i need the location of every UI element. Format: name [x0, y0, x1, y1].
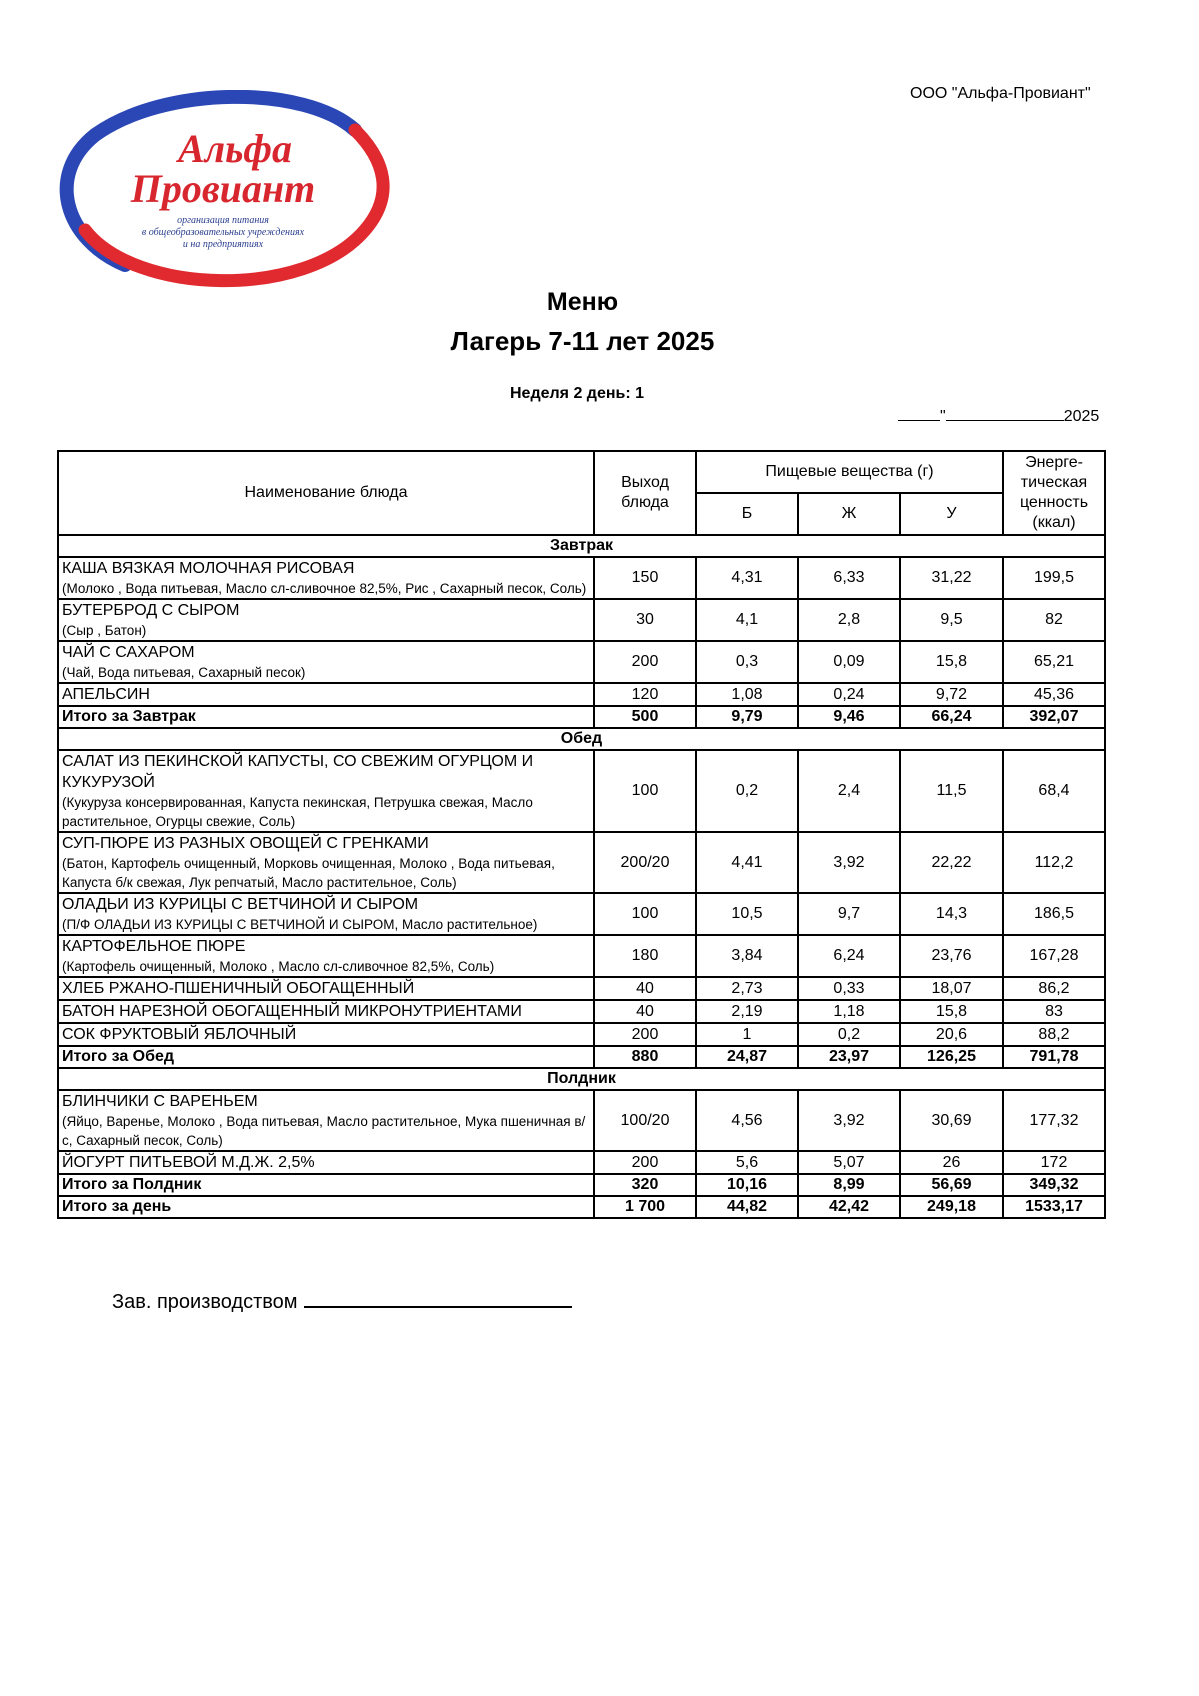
logo-emblem — [55, 90, 390, 290]
page-subtitle: Лагерь 7-11 лет 2025 — [450, 326, 715, 356]
dish-ingredients: (Батон, Картофель очищенный, Морковь очищенная, Молоко , Вода питьевая, Капуста б/к свежая, Лук репчатый, Масло растительное, Соль) — [62, 856, 555, 890]
fat-cell: 8,99 — [798, 1174, 900, 1196]
fat-cell: 23,97 — [798, 1046, 900, 1068]
dish-row — [58, 557, 1105, 599]
yield-cell: 200 — [594, 1023, 696, 1046]
yield-cell: 100 — [594, 893, 696, 935]
section-header-row — [58, 728, 1105, 750]
dish-row — [58, 750, 1105, 832]
dish-name: СУП-ПЮРЕ ИЗ РАЗНЫХ ОВОЩЕЙ С ГРЕНКАМИ — [62, 835, 429, 852]
dish-name: КАША ВЯЗКАЯ МОЛОЧНАЯ РИСОВАЯ — [62, 560, 355, 577]
dish-cell — [58, 750, 594, 832]
energy-cell: 1533,17 — [1003, 1196, 1105, 1218]
energy-cell: 177,32 — [1003, 1090, 1105, 1151]
fat-cell: 2,4 — [798, 750, 900, 832]
logo-tagline1: организация питания — [177, 215, 269, 226]
dish-name: СОК ФРУКТОВЫЙ ЯБЛОЧНЫЙ — [62, 1026, 297, 1043]
energy-cell: 112,2 — [1003, 832, 1105, 893]
header-fat: Ж — [798, 493, 900, 535]
fat-cell: 1,18 — [798, 1000, 900, 1023]
dish-row — [58, 893, 1105, 935]
section-title: Полдник — [58, 1068, 1105, 1090]
yield-cell: 30 — [594, 599, 696, 641]
header-nutrients: Пищевые вещества (г) — [696, 451, 1003, 493]
dish-ingredients: (Кукуруза консервированная, Капуста пекинская, Петрушка свежая, Масло растительное, Огурцы свежие, Соль) — [62, 795, 533, 829]
protein-cell: 9,79 — [696, 706, 798, 728]
date-year: 2025 — [1063, 408, 1100, 425]
dish-ingredients: (Картофель очищенный, Молоко , Масло сл-сливочное 82,5%, Соль) — [62, 959, 495, 974]
logo-tagline3: и на предприятиях — [182, 239, 264, 250]
protein-cell: 0,2 — [696, 750, 798, 832]
dish-name: ЧАЙ С САХАРОМ — [62, 644, 195, 661]
date-month-blank — [946, 406, 1064, 421]
signature-block — [112, 1288, 572, 1314]
section-total-row — [58, 1046, 1105, 1068]
dish-name: БАТОН НАРЕЗНОЙ ОБОГАЩЕННЫЙ МИКРОНУТРИЕНТАМИ — [62, 1003, 522, 1020]
fat-cell: 42,42 — [798, 1196, 900, 1218]
dish-row — [58, 641, 1105, 683]
dish-row — [58, 1090, 1105, 1151]
fat-cell: 0,09 — [798, 641, 900, 683]
signature-label: Зав. производством — [112, 1291, 298, 1313]
carbs-cell: 66,24 — [900, 706, 1003, 728]
company-name: ООО "Альфа-Провиант" — [910, 85, 1091, 102]
energy-cell: 186,5 — [1003, 893, 1105, 935]
dish-name: ЙОГУРТ ПИТЬЕВОЙ М.Д.Ж. 2,5% — [62, 1154, 315, 1171]
energy-cell: 65,21 — [1003, 641, 1105, 683]
energy-cell: 791,78 — [1003, 1046, 1105, 1068]
company-logo — [55, 90, 390, 290]
dish-name: АПЕЛЬСИН — [62, 686, 150, 703]
carbs-cell: 56,69 — [900, 1174, 1003, 1196]
fat-cell: 2,8 — [798, 599, 900, 641]
carbs-cell: 18,07 — [900, 977, 1003, 1000]
energy-cell: 199,5 — [1003, 557, 1105, 599]
protein-cell: 10,16 — [696, 1174, 798, 1196]
carbs-cell: 22,22 — [900, 832, 1003, 893]
header-dish-name: Наименование блюда — [58, 451, 594, 535]
dish-name: КАРТОФЕЛЬНОЕ ПЮРЕ — [62, 938, 246, 955]
dish-name: ОЛАДЬИ ИЗ КУРИЦЫ С ВЕТЧИНОЙ И СЫРОМ — [62, 896, 419, 913]
carbs-cell: 14,3 — [900, 893, 1003, 935]
carbs-cell: 15,8 — [900, 641, 1003, 683]
energy-cell: 45,36 — [1003, 683, 1105, 706]
dish-row — [58, 683, 1105, 706]
dish-name: БУТЕРБРОД С СЫРОМ — [62, 602, 240, 619]
menu-body — [58, 535, 1105, 1218]
section-total-row — [58, 1174, 1105, 1196]
energy-cell: 82 — [1003, 599, 1105, 641]
section-total-row — [58, 706, 1105, 728]
protein-cell: 0,3 — [696, 641, 798, 683]
fat-cell: 0,33 — [798, 977, 900, 1000]
yield-cell: 200 — [594, 641, 696, 683]
energy-cell: 392,07 — [1003, 706, 1105, 728]
carbs-cell: 126,25 — [900, 1046, 1003, 1068]
carbs-cell: 20,6 — [900, 1023, 1003, 1046]
page-title: Меню — [546, 288, 619, 316]
yield-cell: 180 — [594, 935, 696, 977]
dish-cell — [58, 1151, 594, 1174]
dish-cell — [58, 1000, 594, 1023]
week-day-label: Неделя 2 день: 1 — [510, 385, 645, 402]
yield-cell: 1 700 — [594, 1196, 696, 1218]
dish-row — [58, 1000, 1105, 1023]
dish-name: ХЛЕБ РЖАНО-ПШЕНИЧНЫЙ ОБОГАЩЕННЫЙ — [62, 980, 415, 997]
dish-cell — [58, 641, 594, 683]
yield-cell: 40 — [594, 1000, 696, 1023]
fat-cell: 6,33 — [798, 557, 900, 599]
carbs-cell: 23,76 — [900, 935, 1003, 977]
section-title: Завтрак — [58, 535, 1105, 557]
dish-cell — [58, 832, 594, 893]
protein-cell: 4,41 — [696, 832, 798, 893]
carbs-cell: 11,5 — [900, 750, 1003, 832]
dish-row — [58, 1151, 1105, 1174]
total-label: Итого за Полдник — [58, 1174, 594, 1196]
dish-ingredients: (Молоко , Вода питьевая, Масло сл-сливочное 82,5%, Рис , Сахарный песок, Соль) — [62, 581, 587, 596]
energy-cell: 86,2 — [1003, 977, 1105, 1000]
energy-cell: 172 — [1003, 1151, 1105, 1174]
yield-cell: 320 — [594, 1174, 696, 1196]
dish-cell — [58, 893, 594, 935]
header-protein: Б — [696, 493, 798, 535]
carbs-cell: 9,72 — [900, 683, 1003, 706]
protein-cell: 4,1 — [696, 599, 798, 641]
yield-cell: 500 — [594, 706, 696, 728]
dish-cell — [58, 1090, 594, 1151]
energy-cell: 167,28 — [1003, 935, 1105, 977]
dish-cell — [58, 935, 594, 977]
dish-ingredients: (Яйцо, Варенье, Молоко , Вода питьевая, Масло растительное, Мука пшеничная в/с, Сахарный песок, Соль) — [62, 1114, 586, 1148]
logo-tagline2: в общеобразовательных учреждениях — [141, 227, 305, 238]
carbs-cell: 31,22 — [900, 557, 1003, 599]
yield-cell: 120 — [594, 683, 696, 706]
fat-cell: 6,24 — [798, 935, 900, 977]
dish-cell — [58, 557, 594, 599]
protein-cell: 44,82 — [696, 1196, 798, 1218]
protein-cell: 1,08 — [696, 683, 798, 706]
section-header-row — [58, 535, 1105, 557]
fat-cell: 0,2 — [798, 1023, 900, 1046]
fat-cell: 0,24 — [798, 683, 900, 706]
carbs-cell: 249,18 — [900, 1196, 1003, 1218]
date-day-blank — [898, 406, 940, 421]
protein-cell: 3,84 — [696, 935, 798, 977]
yield-cell: 880 — [594, 1046, 696, 1068]
total-label: Итого за Завтрак — [58, 706, 594, 728]
dish-row — [58, 1023, 1105, 1046]
fat-cell: 9,46 — [798, 706, 900, 728]
fat-cell: 9,7 — [798, 893, 900, 935]
yield-cell: 100/20 — [594, 1090, 696, 1151]
dish-cell — [58, 599, 594, 641]
fat-cell: 3,92 — [798, 832, 900, 893]
energy-cell: 68,4 — [1003, 750, 1105, 832]
dish-row — [58, 935, 1105, 977]
yield-cell: 40 — [594, 977, 696, 1000]
yield-cell: 100 — [594, 750, 696, 832]
energy-cell: 349,32 — [1003, 1174, 1105, 1196]
dish-cell — [58, 683, 594, 706]
day-total-label: Итого за день — [58, 1196, 594, 1218]
carbs-cell: 26 — [900, 1151, 1003, 1174]
dish-name: САЛАТ ИЗ ПЕКИНСКОЙ КАПУСТЫ, СО СВЕЖИМ ОГУРЦОМ И КУКУРУЗОЙ — [62, 753, 534, 791]
menu-table — [57, 450, 1106, 1219]
section-title: Обед — [58, 728, 1105, 750]
dish-name: БЛИНЧИКИ С ВАРЕНЬЕМ — [62, 1093, 258, 1110]
yield-cell: 150 — [594, 557, 696, 599]
carbs-cell: 9,5 — [900, 599, 1003, 641]
header-carbs: У — [900, 493, 1003, 535]
date-quote: " — [940, 408, 946, 425]
protein-cell: 2,19 — [696, 1000, 798, 1023]
header-energy: Энерге-тическая ценность (ккал) — [1003, 451, 1105, 535]
day-total-row — [58, 1196, 1105, 1218]
carbs-cell: 15,8 — [900, 1000, 1003, 1023]
logo-line1: Альфа — [177, 126, 293, 171]
dish-row — [58, 599, 1105, 641]
logo-line2: Провиант — [130, 166, 316, 211]
dish-row — [58, 832, 1105, 893]
date-line — [898, 406, 1099, 426]
header-yield: Выход блюда — [594, 451, 696, 535]
carbs-cell: 30,69 — [900, 1090, 1003, 1151]
fat-cell: 3,92 — [798, 1090, 900, 1151]
dish-cell — [58, 977, 594, 1000]
total-label: Итого за Обед — [58, 1046, 594, 1068]
dish-ingredients: (Сыр , Батон) — [62, 623, 147, 638]
dish-ingredients: (П/Ф ОЛАДЬИ ИЗ КУРИЦЫ С ВЕТЧИНОЙ И СЫРОМ, Масло растительное) — [62, 917, 538, 932]
yield-cell: 200 — [594, 1151, 696, 1174]
protein-cell: 4,31 — [696, 557, 798, 599]
signature-line — [304, 1288, 572, 1308]
protein-cell: 2,73 — [696, 977, 798, 1000]
protein-cell: 24,87 — [696, 1046, 798, 1068]
protein-cell: 10,5 — [696, 893, 798, 935]
energy-cell: 88,2 — [1003, 1023, 1105, 1046]
dish-ingredients: (Чай, Вода питьевая, Сахарный песок) — [62, 665, 306, 680]
protein-cell: 1 — [696, 1023, 798, 1046]
fat-cell: 5,07 — [798, 1151, 900, 1174]
energy-cell: 83 — [1003, 1000, 1105, 1023]
protein-cell: 4,56 — [696, 1090, 798, 1151]
yield-cell: 200/20 — [594, 832, 696, 893]
dish-cell — [58, 1023, 594, 1046]
section-header-row — [58, 1068, 1105, 1090]
dish-row — [58, 977, 1105, 1000]
protein-cell: 5,6 — [696, 1151, 798, 1174]
